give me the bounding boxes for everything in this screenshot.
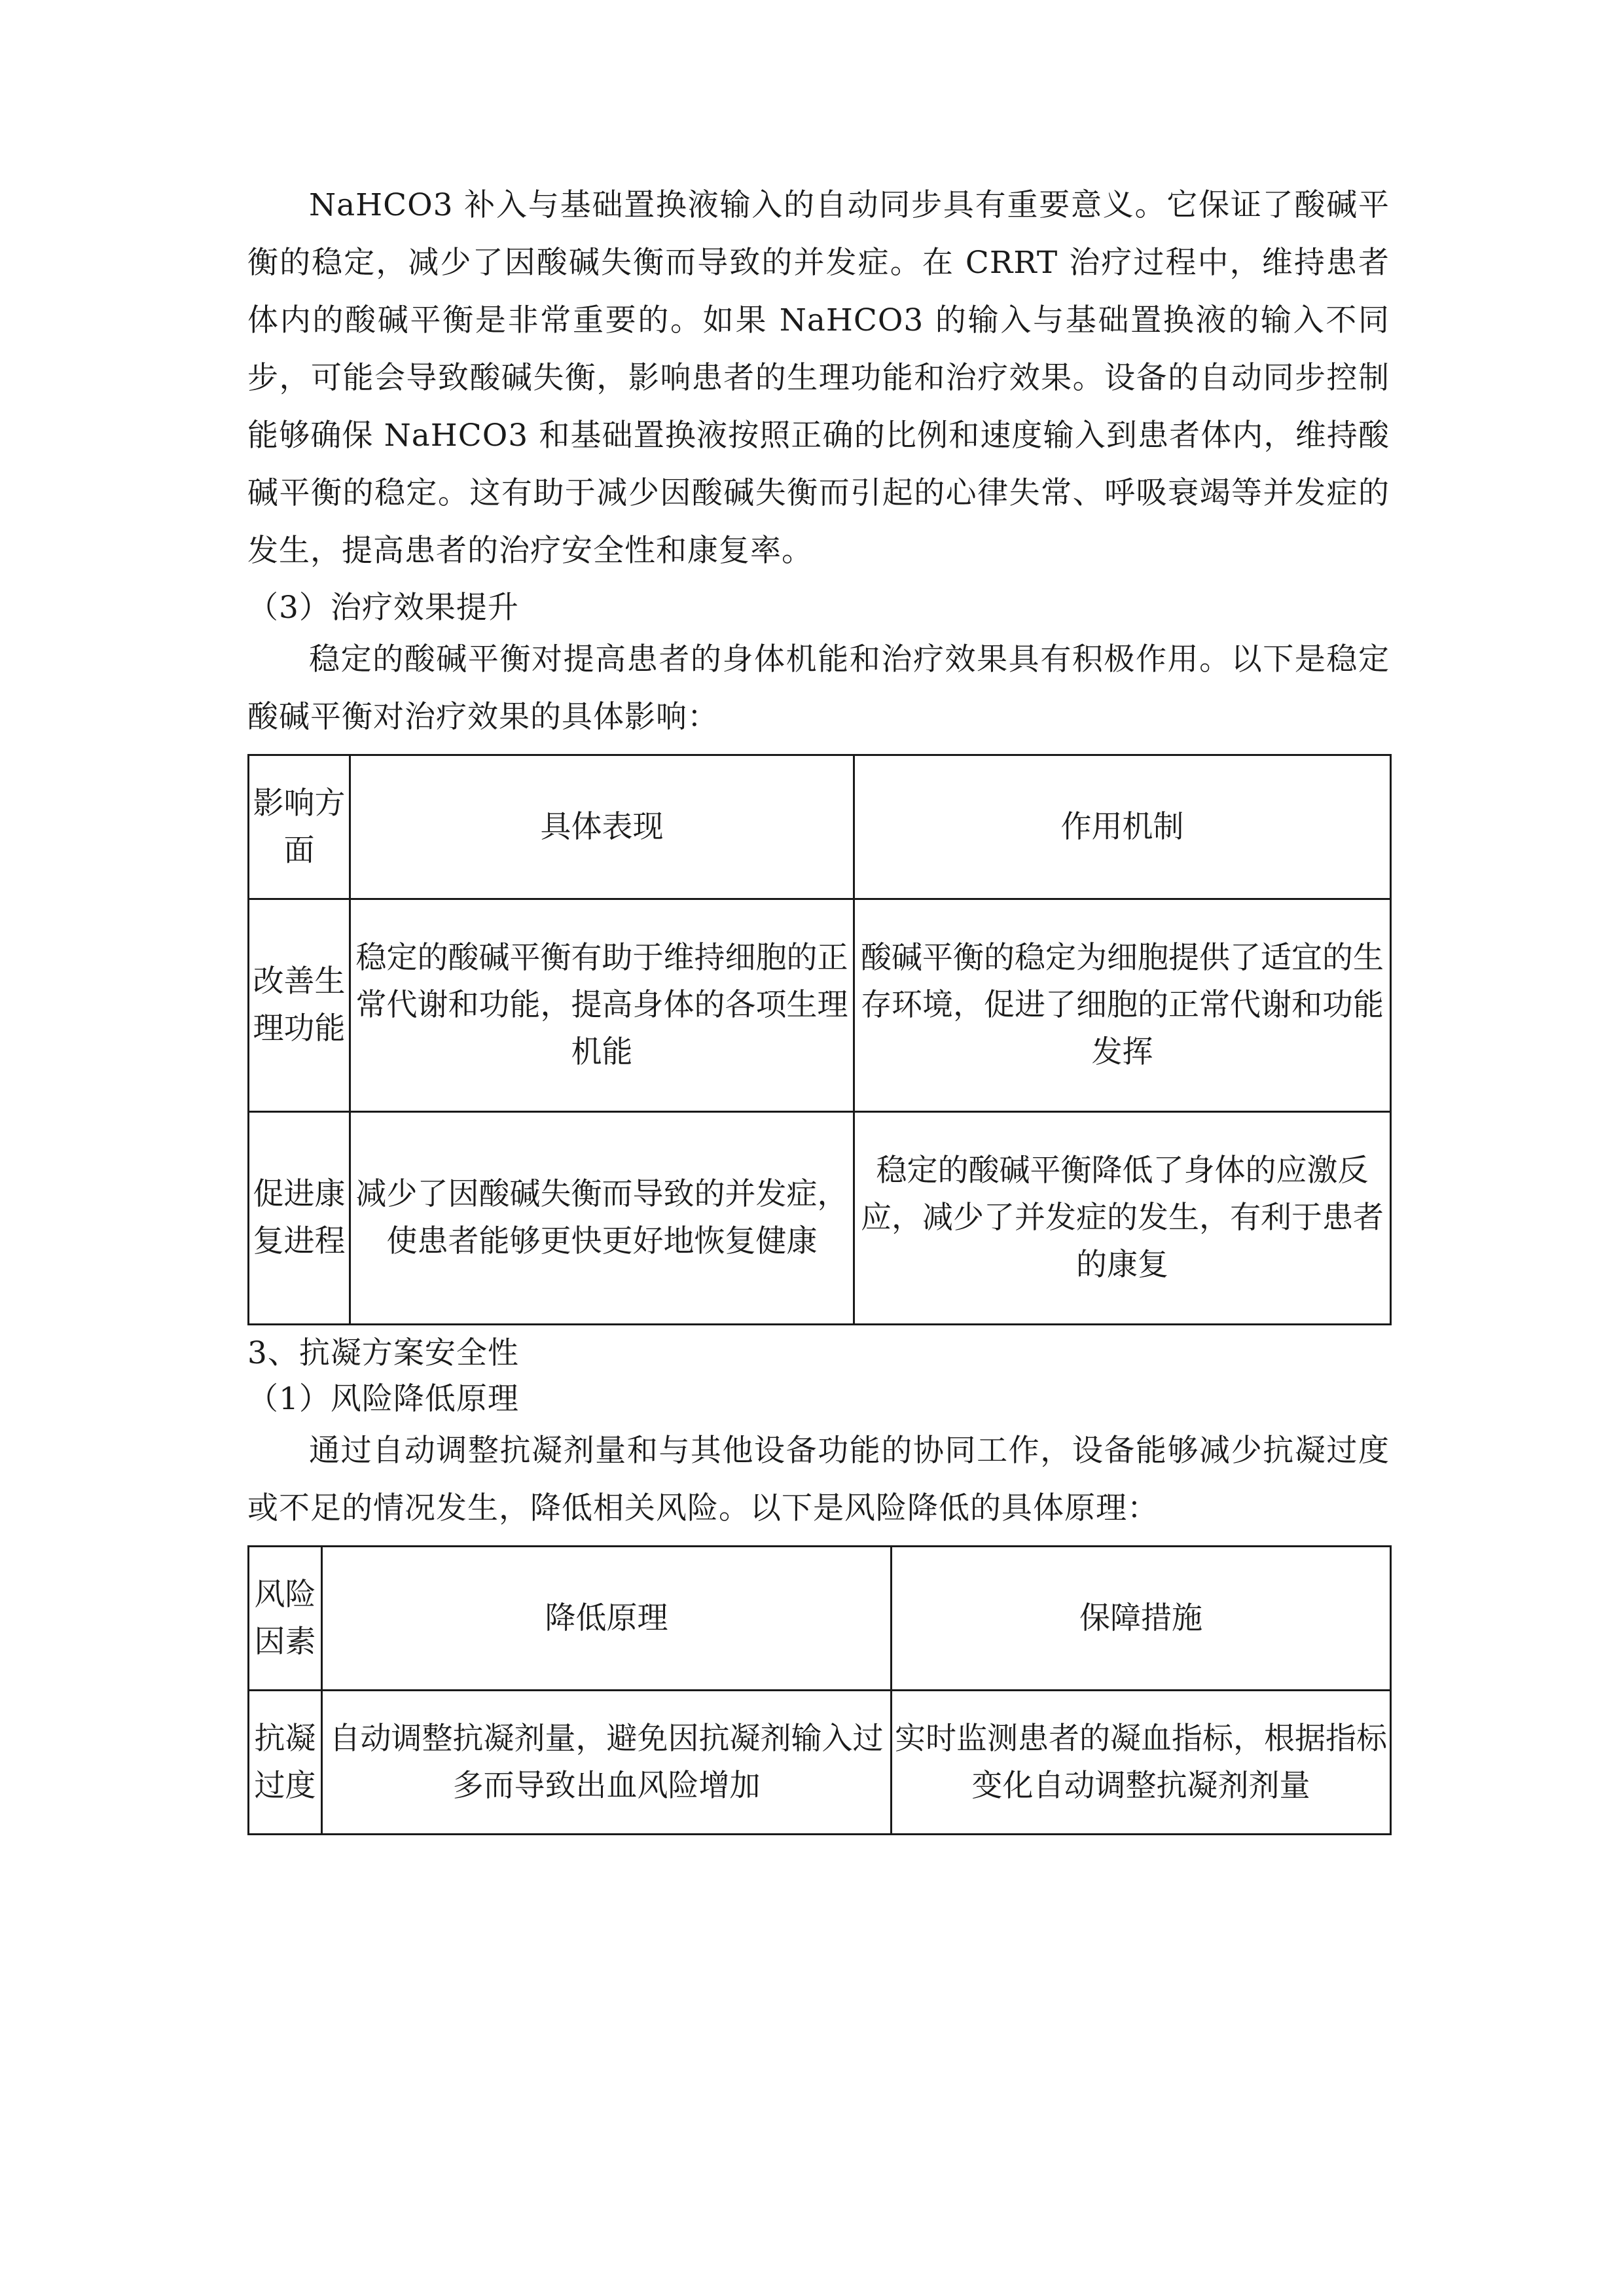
section-heading-treatment-effect: （3）治疗效果提升 (247, 590, 519, 626)
table-row (249, 899, 1391, 1112)
table-risk-reduction (247, 1545, 1392, 1835)
table-cell: 促进康复进程 (249, 1112, 350, 1325)
table-header-row (249, 755, 1391, 899)
table-cell: 实时监测患者的凝血指标，根据指标变化自动调整抗凝剂剂量 (892, 1691, 1391, 1835)
table-header-cell: 作用机制 (854, 755, 1391, 899)
table-cell: 稳定的酸碱平衡有助于维持细胞的正常代谢和功能，提高身体的各项生理机能 (350, 899, 854, 1112)
table-cell: 自动调整抗凝剂量，避免因抗凝剂输入过多而导致出血风险增加 (322, 1691, 892, 1835)
table-row (249, 1112, 1391, 1325)
table-cell: 酸碱平衡的稳定为细胞提供了适宜的生存环境，促进了细胞的正常代谢和功能发挥 (854, 899, 1391, 1112)
table-header-cell: 保障措施 (892, 1547, 1391, 1691)
table-header-row (249, 1547, 1391, 1691)
paragraph-acid-base-effect: 稳定的酸碱平衡对提高患者的身体机能和治疗效果具有积极作用。以下是稳定酸碱平衡对治疗效果的具体影响： (247, 641, 1390, 735)
table-header-cell: 降低原理 (322, 1547, 892, 1691)
table-header-cell: 风险因素 (249, 1547, 322, 1691)
table-cell: 减少了因酸碱失衡而导致的并发症，使患者能够更快更好地恢复健康 (350, 1112, 854, 1325)
section-heading-risk-reduction: （1）风险降低原理 (247, 1381, 519, 1417)
table-row (249, 1691, 1391, 1835)
table-cell: 改善生理功能 (249, 899, 350, 1112)
paragraph-risk-reduction: 通过自动调整抗凝剂量和与其他设备功能的协同工作，设备能够减少抗凝过度或不足的情况发生，降低相关风险。以下是风险降低的具体原理： (247, 1433, 1390, 1526)
section-heading-anticoagulation: 3、抗凝方案安全性 (247, 1335, 519, 1371)
table-cell: 抗凝过度 (249, 1691, 322, 1835)
table-acid-base-impact (247, 754, 1392, 1325)
table-header-cell: 影响方面 (249, 755, 350, 899)
paragraph-nahco3-sync: NaHCO3 补入与基础置换液输入的自动同步具有重要意义。它保证了酸碱平衡的稳定，减少了因酸碱失衡而导致的并发症。在 CRRT 治疗过程中，维持患者体内的酸碱平衡是非常重要的。如果 NaHCO3 的输入与基础置换液的输入不同步，可能会导致酸碱失衡，影响患者的生理功能和治疗效果。设备的自动同步控制能够确保 NaHCO3 和基础置换液按照正确的比例和速度输入到患者体内，维持酸碱平衡的稳定。这有助于减少因酸碱失衡而引起的心律失常、呼吸衰竭等并发症的发生，提高患者的治疗安全性和康复率。 (247, 187, 1390, 569)
table-header-cell: 具体表现 (350, 755, 854, 899)
table-cell: 稳定的酸碱平衡降低了身体的应激反应，减少了并发症的发生，有利于患者的康复 (854, 1112, 1391, 1325)
document-page (247, 177, 1390, 1840)
